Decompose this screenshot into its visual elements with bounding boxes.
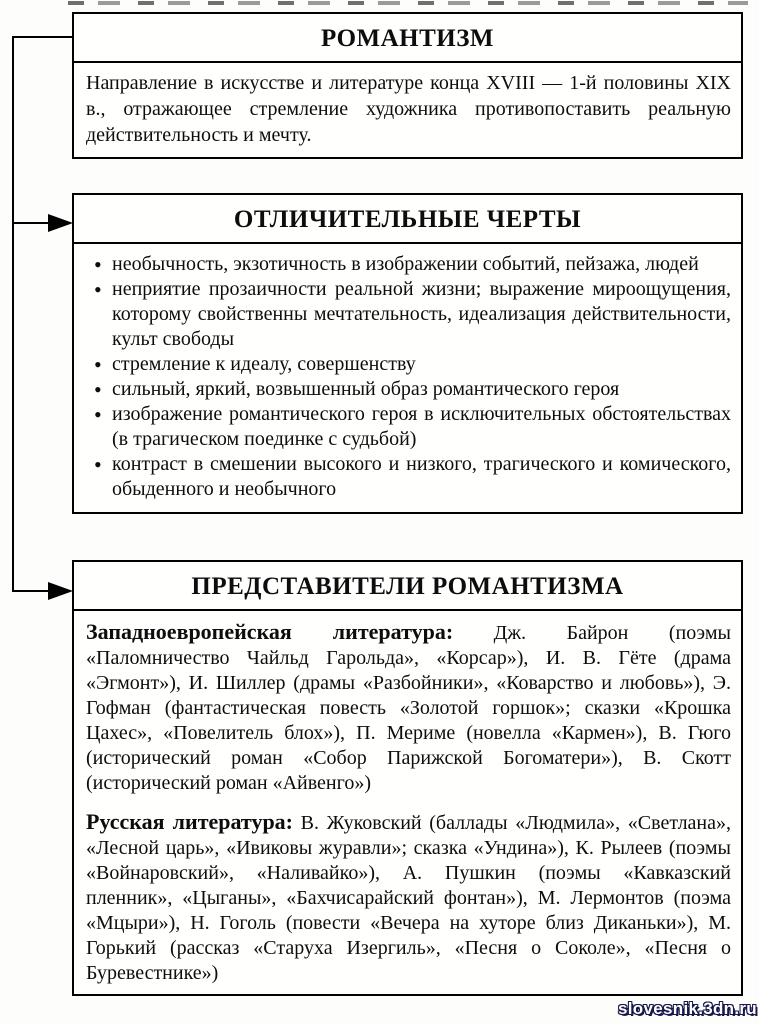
connector-vertical-line [12, 36, 14, 592]
connector-bottom-line [12, 590, 50, 592]
connector-middle-line [12, 222, 50, 224]
feature-item: • необычность, экзотичность в изображении событий, пейзажа, людей [82, 252, 731, 277]
feature-item: • сильный, яркий, возвышенный образ романтического героя [82, 377, 731, 402]
russian-literature-text: В. Жуковский (баллады «Людмила», «Светлана», «Лесной царь», «Ивиковы журавли»; сказка «Ундина»), К. Рылеев (поэмы «Войнаровский», «Наливайко»), А. Пушкин (поэмы «Кавказский пленник», «Цыганы», «Бахчисарайский фонтан»), М. Лермонтов (поэма «Мцыри»), Н. Гоголь (повести «Вечера на хуторе близ Диканьки»), М. Горький (рассказ «Старуха Изергиль», «Песня о Соколе», «Песня о Буревестнике») [86, 812, 732, 984]
representatives-body [74, 611, 741, 994]
features-body [74, 244, 741, 512]
feature-item: • стремление к идеалу, совершенству [82, 352, 731, 377]
connector-top-line [12, 36, 73, 38]
representatives-box [72, 560, 743, 996]
representatives-title: ПРЕДСТАВИТЕЛИ РОМАНТИЗМА [74, 562, 741, 611]
features-title: ОТЛИЧИТЕЛЬНЫЕ ЧЕРТЫ [74, 195, 741, 244]
russian-literature-paragraph [86, 809, 731, 986]
western-literature-text: Дж. Байрон (поэмы «Паломничество Чайльд Гарольда», «Корсар»), И. В. Гёте (драма «Эгмонт»), И. Шиллер (драмы «Разбойники», «Коварство и любовь»), Э. Гофман (фантастическая повесть «Золотой горшок»; сказки «Крошка Цахес», «Повелитель блох»), П. Мериме (новелла «Кармен»), В. Гюго (исторический роман «Собор Парижской Богоматери»), В. Скотт (исторический роман «Айвенго») [86, 622, 731, 794]
site-watermark: slovesnik.3dn.ru [618, 999, 757, 1018]
scan-artifact [68, 1, 748, 5]
romanticism-title: РОМАНТИЗМ [74, 14, 741, 63]
features-list [82, 252, 731, 502]
romanticism-box [72, 12, 743, 159]
feature-item: • контраст в смешении высокого и низкого, трагического и комического, обыденного и необычного [82, 452, 731, 502]
arrow-right-icon [48, 214, 73, 232]
features-box [72, 193, 743, 514]
western-literature-lead: Западноевропейская литература: [86, 619, 454, 644]
romanticism-definition: Направление в искусстве и литературе конца XVIII — 1-й половины XIX в., отражающее стремление художника противопоставить реальную действительность и мечту. [86, 72, 731, 146]
western-literature-paragraph [86, 619, 731, 796]
feature-item: • изображение романтического героя в исключительных обстоятельствах (в трагическом поединке с судьбой) [82, 402, 731, 452]
arrow-right-icon [48, 582, 73, 600]
russian-literature-lead: Русская литература: [86, 809, 294, 834]
feature-item: • неприятие прозаичности реальной жизни; выражение мироощущения, которому свойственны мечтательность, идеализация действительности, культ свободы [82, 277, 731, 352]
